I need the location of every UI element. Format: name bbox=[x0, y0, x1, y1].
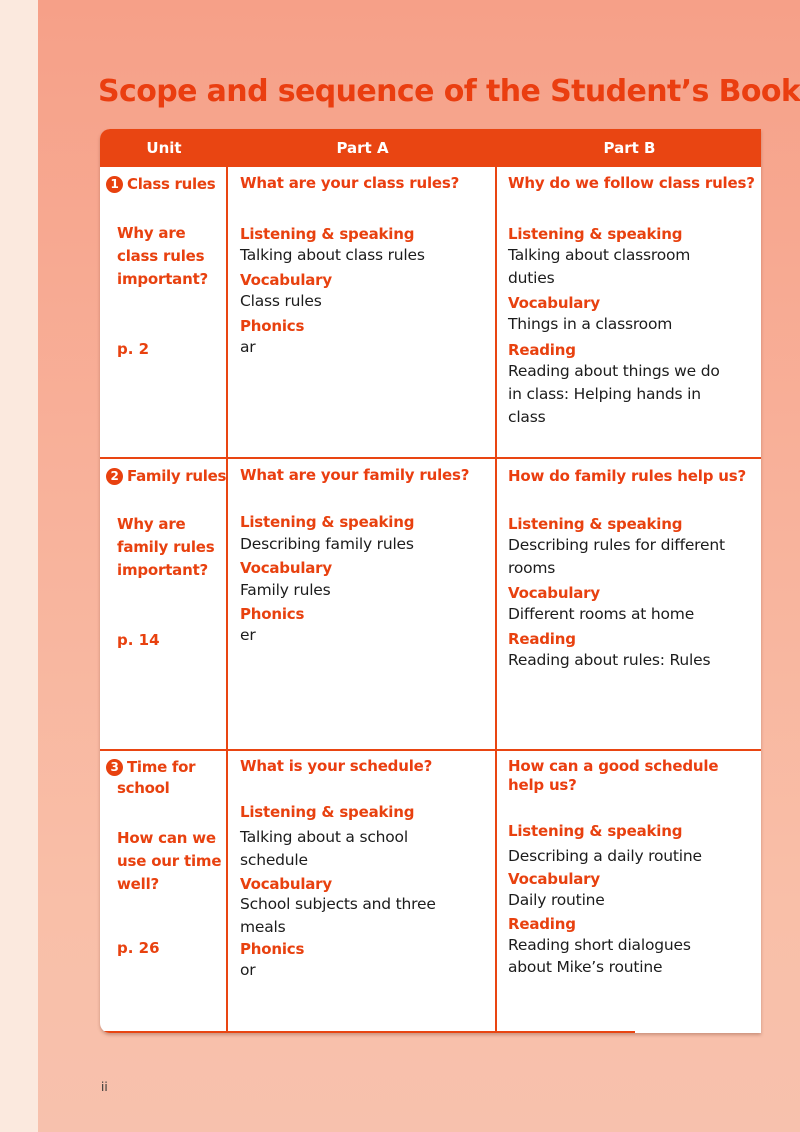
unit-number-badge: 3 bbox=[106, 759, 123, 776]
phonics-label: Phonics bbox=[240, 940, 305, 958]
listening-speaking-text: Describing a daily routine bbox=[508, 847, 702, 865]
phonics-text: or bbox=[240, 961, 256, 979]
phonics-label: Phonics bbox=[240, 605, 305, 623]
unit-1-question: Why are class rules important? bbox=[117, 224, 209, 288]
unit-number-badge: 1 bbox=[106, 176, 123, 193]
row-divider bbox=[100, 457, 761, 459]
unit-1-part-a-heading: What are your class rules? bbox=[240, 174, 460, 192]
listening-speaking-text: Describing family rules bbox=[240, 535, 414, 553]
row-divider bbox=[100, 749, 761, 751]
vocabulary-text: Things in a classroom bbox=[508, 315, 673, 333]
header-part-a: Part A bbox=[336, 139, 389, 157]
page-number: ii bbox=[101, 1080, 108, 1094]
vocabulary-label: Vocabulary bbox=[240, 271, 332, 289]
listening-speaking-text: Talking about classroom duties bbox=[508, 246, 691, 287]
unit-2-page: p. 14 bbox=[117, 631, 160, 649]
unit-3-part-a-heading: What is your schedule? bbox=[240, 757, 433, 775]
table-header bbox=[100, 129, 761, 167]
listening-speaking-label: Listening & speaking bbox=[240, 225, 415, 243]
listening-speaking-text: Talking about class rules bbox=[240, 246, 425, 264]
unit-3-page: p. 26 bbox=[117, 939, 160, 957]
scope-sequence-table bbox=[100, 129, 761, 1033]
unit-1-title: 1 Class rules bbox=[106, 175, 215, 193]
vocabulary-text: Family rules bbox=[240, 581, 331, 599]
phonics-label: Phonics bbox=[240, 317, 305, 335]
listening-speaking-label: Listening & speaking bbox=[508, 515, 683, 533]
unit-1-page: p. 2 bbox=[117, 340, 150, 358]
vocabulary-label: Vocabulary bbox=[240, 559, 332, 577]
reading-text: Reading about rules: Rules bbox=[508, 651, 711, 669]
unit-1-part-b-heading: Why do we follow class rules? bbox=[508, 174, 755, 192]
unit-3-title: 3 Time for school bbox=[106, 757, 195, 799]
vocabulary-text: Different rooms at home bbox=[508, 605, 695, 623]
listening-speaking-label: Listening & speaking bbox=[240, 513, 415, 531]
unit-number-badge: 2 bbox=[106, 468, 123, 485]
vocabulary-label: Vocabulary bbox=[508, 870, 600, 888]
column-divider bbox=[226, 129, 228, 1033]
unit-2-part-a-heading: What are your family rules? bbox=[240, 466, 470, 484]
unit-3-question: How can we use our time well? bbox=[117, 829, 222, 893]
vocabulary-text: Daily routine bbox=[508, 891, 605, 909]
listening-speaking-label: Listening & speaking bbox=[240, 803, 415, 821]
phonics-text: er bbox=[240, 626, 256, 644]
listening-speaking-text: Describing rules for different rooms bbox=[508, 536, 725, 577]
vocabulary-label: Vocabulary bbox=[508, 294, 600, 312]
listening-speaking-label: Listening & speaking bbox=[508, 822, 683, 840]
unit-3-part-b-heading: How can a good schedule help us? bbox=[508, 757, 719, 794]
unit-2-question: Why are family rules important? bbox=[117, 515, 215, 579]
vocabulary-text: Class rules bbox=[240, 292, 322, 310]
phonics-text: ar bbox=[240, 338, 256, 356]
listening-speaking-text: Talking about a school schedule bbox=[240, 828, 408, 869]
reading-text: Reading short dialogues about Mike’s routine bbox=[508, 936, 691, 976]
unit-2-title: 2 Family rules bbox=[106, 467, 226, 485]
vocabulary-label: Vocabulary bbox=[508, 584, 600, 602]
vocabulary-label: Vocabulary bbox=[240, 875, 332, 893]
listening-speaking-label: Listening & speaking bbox=[508, 225, 683, 243]
reading-label: Reading bbox=[508, 915, 576, 933]
header-part-b: Part B bbox=[603, 139, 656, 157]
reading-label: Reading bbox=[508, 630, 576, 648]
reading-label: Reading bbox=[508, 341, 576, 359]
vocabulary-text: School subjects and three meals bbox=[240, 895, 436, 936]
reading-text: Reading about things we do in class: Helping hands in class bbox=[508, 362, 720, 426]
unit-2-part-b-heading: How do family rules help us? bbox=[508, 467, 746, 485]
column-divider bbox=[495, 129, 497, 1033]
page-title: Scope and sequence of the Student’s Book bbox=[98, 74, 800, 109]
table-bottom-border bbox=[100, 1031, 635, 1033]
header-unit: Unit bbox=[146, 139, 182, 157]
